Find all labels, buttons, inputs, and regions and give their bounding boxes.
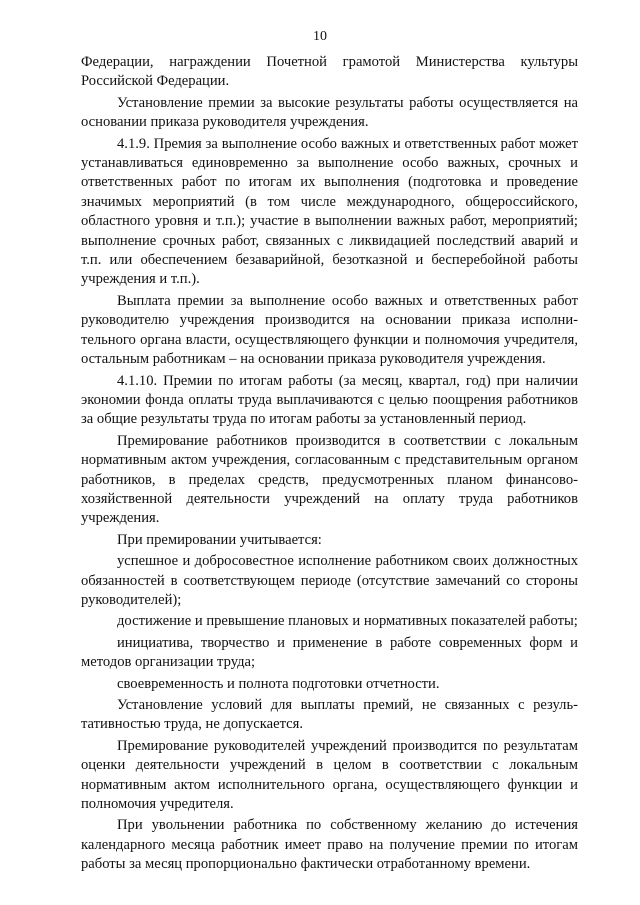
- document-body: [81, 53, 578, 877]
- paragraph: инициатива, творчество и применение в работе современных форм и методов организации труда;: [81, 634, 578, 671]
- paragraph: Федерации, награждении Почетной грамотой Министерства культуры Российской Федерации.: [81, 54, 578, 90]
- paragraph: своевременность и полнота подготовки отчетности.: [117, 675, 440, 692]
- paragraph: достижение и превышение плановых и нормативных показателей работы;: [117, 613, 578, 630]
- paragraph: 4.1.9. Премия за выполнение особо важных и ответственных работ может устанавливаться единовременно за выполнение особо важных, срочных и ответственных работ по итогам их выполнения (подготовка и проведение значимых мероприятий (в том числе международного, общероссийского, областного уровня и т.п.); участие в выполнении важных работ, мероприятий; выполнение срочных работ, связанных с ликвидацией последствий аварий и т.п. или обеспечением безаварийной, безотказной и бесперебойной работы учреждения и т.п.).: [81, 135, 578, 288]
- paragraph: Выплата премии за выполнение особо важных и ответственных работ руководителю учреждения производится на основании приказа исполнительного органа власти, осуществляющего функции и полномочия учредителя, остальным работникам – на основании приказа руководителя учреждения.: [81, 292, 578, 368]
- paragraph: Установление условий для выплаты премий, не связанных с результативностью труда, не допускается.: [81, 697, 578, 733]
- paragraph: Премирование работников производится в соответствии с локальным нормативным актом учреждения, согласованным с представительным органом работников, в пределах средств, предусмотренных планом финансово-хозяйственной деятельности учреждений на оплату труда работников учреждения.: [81, 432, 578, 527]
- paragraph: Премирование руководителей учреждений производится по результатам оценки деятельности учреждений в целом в соответствии с локальным нормативным актом исполнительного органа, осуществляющего функции и полномочия учредителя.: [81, 737, 578, 813]
- page-number: 10: [313, 29, 327, 44]
- paragraph: При премировании учитывается:: [117, 531, 322, 548]
- paragraph: 4.1.10. Премии по итогам работы (за месяц, квартал, год) при наличии экономии фонда оплаты труда выплачиваются с целью поощрения работников за общие результаты труда по итогам работы за установленный период.: [81, 372, 578, 428]
- paragraph: При увольнении работника по собственному желанию до истечения календарного месяца работник имеет право на получение премии по итогам работы за месяц пропорционально фактически отработанному времени.: [81, 817, 578, 873]
- paragraph: Установление премии за высокие результаты работы осуществляется на основании приказа руководителя учреждения.: [81, 94, 578, 131]
- paragraph: успешное и добросовестное исполнение работником своих должностных обязанностей в соответствующем периоде (отсутствие замечаний со стороны руководителей);: [81, 553, 578, 608]
